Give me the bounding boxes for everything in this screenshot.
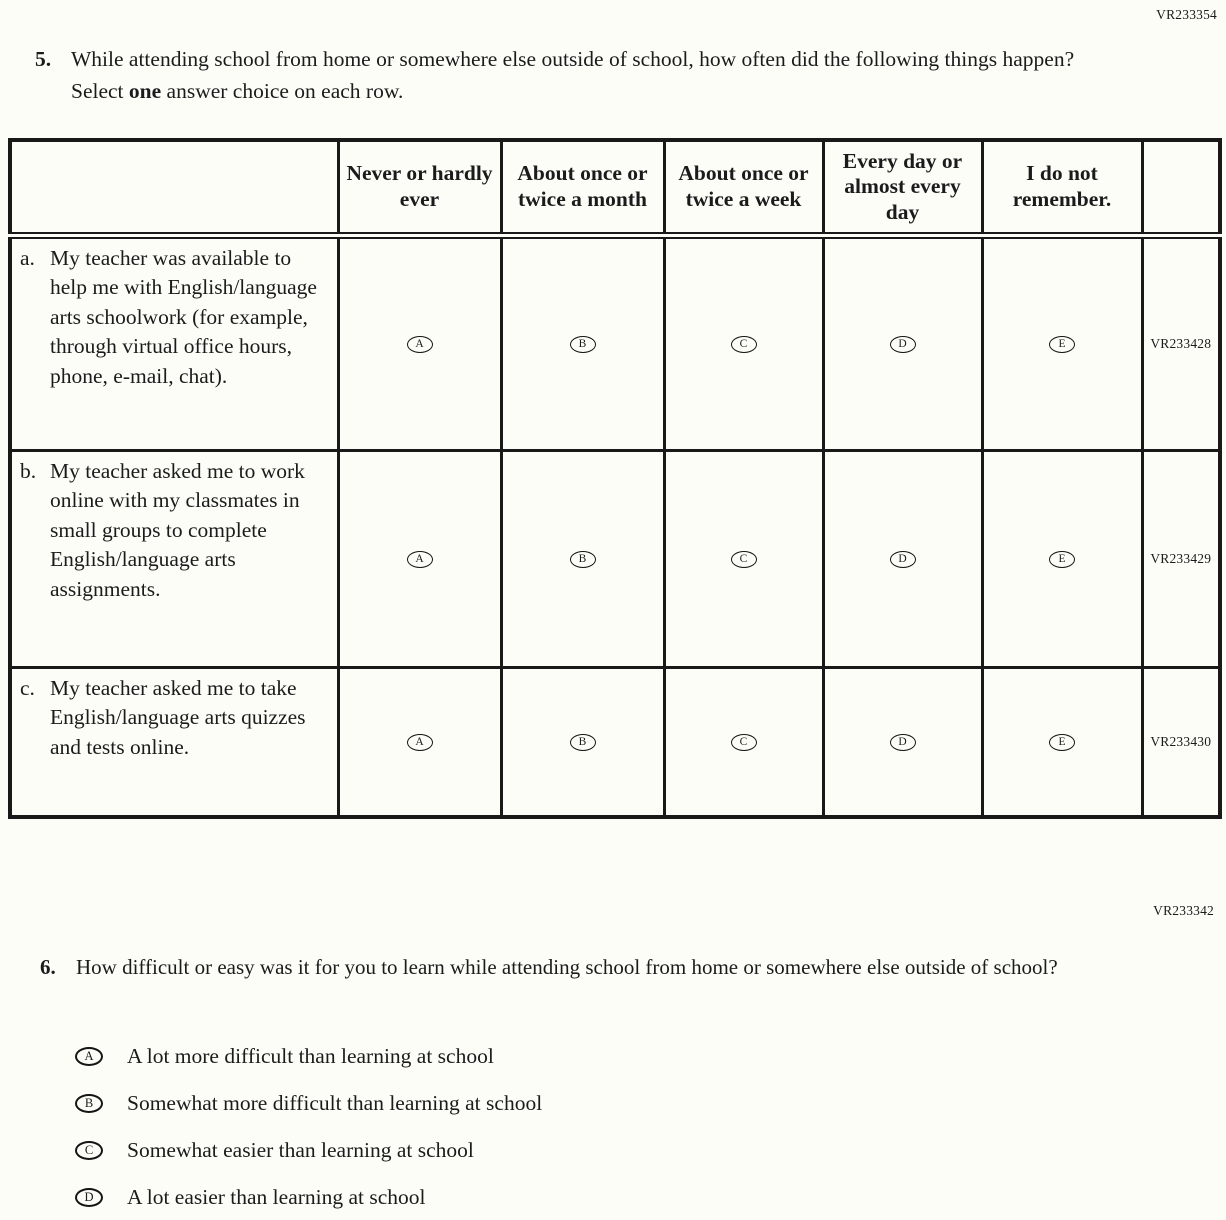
row-b-bubble-d[interactable]: D [890,551,916,568]
row-c-stem [10,667,338,817]
row-b-bubble-c[interactable]: C [731,551,757,568]
column-header-once-week: About once or twice a week [664,140,823,235]
row-b-letter: b. [20,458,37,483]
row-b-choice-cell-d [823,450,982,667]
question-5-table [8,138,1222,819]
question-6-text: How difficult or easy was it for you to learn while attending school from home or somewhere else outside of school? [76,955,1058,979]
column-header-code [1142,140,1220,235]
option-a [75,1033,542,1080]
option-d-text: A lot easier than learning at school [127,1185,426,1209]
row-c-choice-cell-c [664,667,823,817]
table-row-a [10,235,1220,450]
row-b-bubble-a[interactable]: A [407,551,433,568]
row-a-text: My teacher was available to help me with English/language arts schoolwork (for example, through virtual office hours, phone, e-mail, chat). [50,245,317,388]
row-b-bubble-e[interactable]: E [1049,551,1075,568]
row-c-code: VR233430 [1142,667,1220,817]
row-b-text: My teacher asked me to work online with my classmates in small groups to complete English/language arts assignments. [50,458,305,601]
question-6 [40,951,1070,984]
column-header-once-month: About once or twice a month [501,140,664,235]
row-c-bubble-c[interactable]: C [731,734,757,751]
row-c-bubble-b[interactable]: B [570,734,596,751]
question-5-number: 5. [35,47,52,71]
option-c-text: Somewhat easier than learning at school [127,1138,474,1162]
row-b-choice-cell-a [338,450,501,667]
row-a-bubble-c[interactable]: C [731,336,757,353]
row-c-letter: c. [20,675,35,700]
row-b-choice-cell-b [501,450,664,667]
question-5 [35,44,1110,107]
option-a-text: A lot more difficult than learning at school [127,1044,494,1068]
row-c-choice-cell-b [501,667,664,817]
form-code-mid: VR233342 [1153,903,1214,918]
option-b [75,1080,542,1127]
row-a-bubble-b[interactable]: B [570,336,596,353]
row-a-letter: a. [20,245,35,270]
row-c-choice-cell-a [338,667,501,817]
row-a-bubble-e[interactable]: E [1049,336,1075,353]
column-header-never: Never or hardly ever [338,140,501,235]
option-c [75,1127,542,1174]
question-5-text [71,44,1110,107]
question-5-text-part1: While attending school from home or somewhere else outside of school, how often did the following things happen? Select [71,47,1075,103]
row-a-choice-cell-a [338,235,501,450]
question-6-number: 6. [40,955,56,979]
option-d [75,1174,542,1220]
row-a-choice-cell-c [664,235,823,450]
row-c-choice-cell-e [982,667,1142,817]
option-a-bubble[interactable]: A [75,1047,103,1066]
column-header-every-day: Every day or almost every day [823,140,982,235]
column-header-not-remember: I do not remember. [982,140,1142,235]
table-row-c [10,667,1220,817]
row-a-code: VR233428 [1142,235,1220,450]
row-a-bubble-a[interactable]: A [407,336,433,353]
table-row-b [10,450,1220,667]
option-b-bubble[interactable]: B [75,1094,103,1113]
form-code-top: VR233354 [1156,7,1217,22]
question-6-options [75,1033,542,1220]
row-b-choice-cell-c [664,450,823,667]
question-5-text-bold: one [128,78,162,103]
row-c-bubble-e[interactable]: E [1049,734,1075,751]
row-b-stem [10,450,338,667]
row-a-choice-cell-b [501,235,664,450]
table-corner-cell [10,140,338,235]
option-d-bubble[interactable]: D [75,1188,103,1207]
row-a-stem [10,235,338,450]
row-c-bubble-d[interactable]: D [890,734,916,751]
option-b-text: Somewhat more difficult than learning at school [127,1091,543,1115]
table-header-row [10,140,1220,235]
row-b-bubble-b[interactable]: B [570,551,596,568]
question-5-text-part2: answer choice on each row. [161,78,404,103]
row-a-bubble-d[interactable]: D [890,336,916,353]
row-b-choice-cell-e [982,450,1142,667]
row-a-choice-cell-e [982,235,1142,450]
row-c-choice-cell-d [823,667,982,817]
row-b-code: VR233429 [1142,450,1220,667]
row-a-choice-cell-d [823,235,982,450]
option-c-bubble[interactable]: C [75,1141,103,1160]
row-c-text: My teacher asked me to take English/language arts quizzes and tests online. [50,675,306,759]
row-c-bubble-a[interactable]: A [407,734,433,751]
